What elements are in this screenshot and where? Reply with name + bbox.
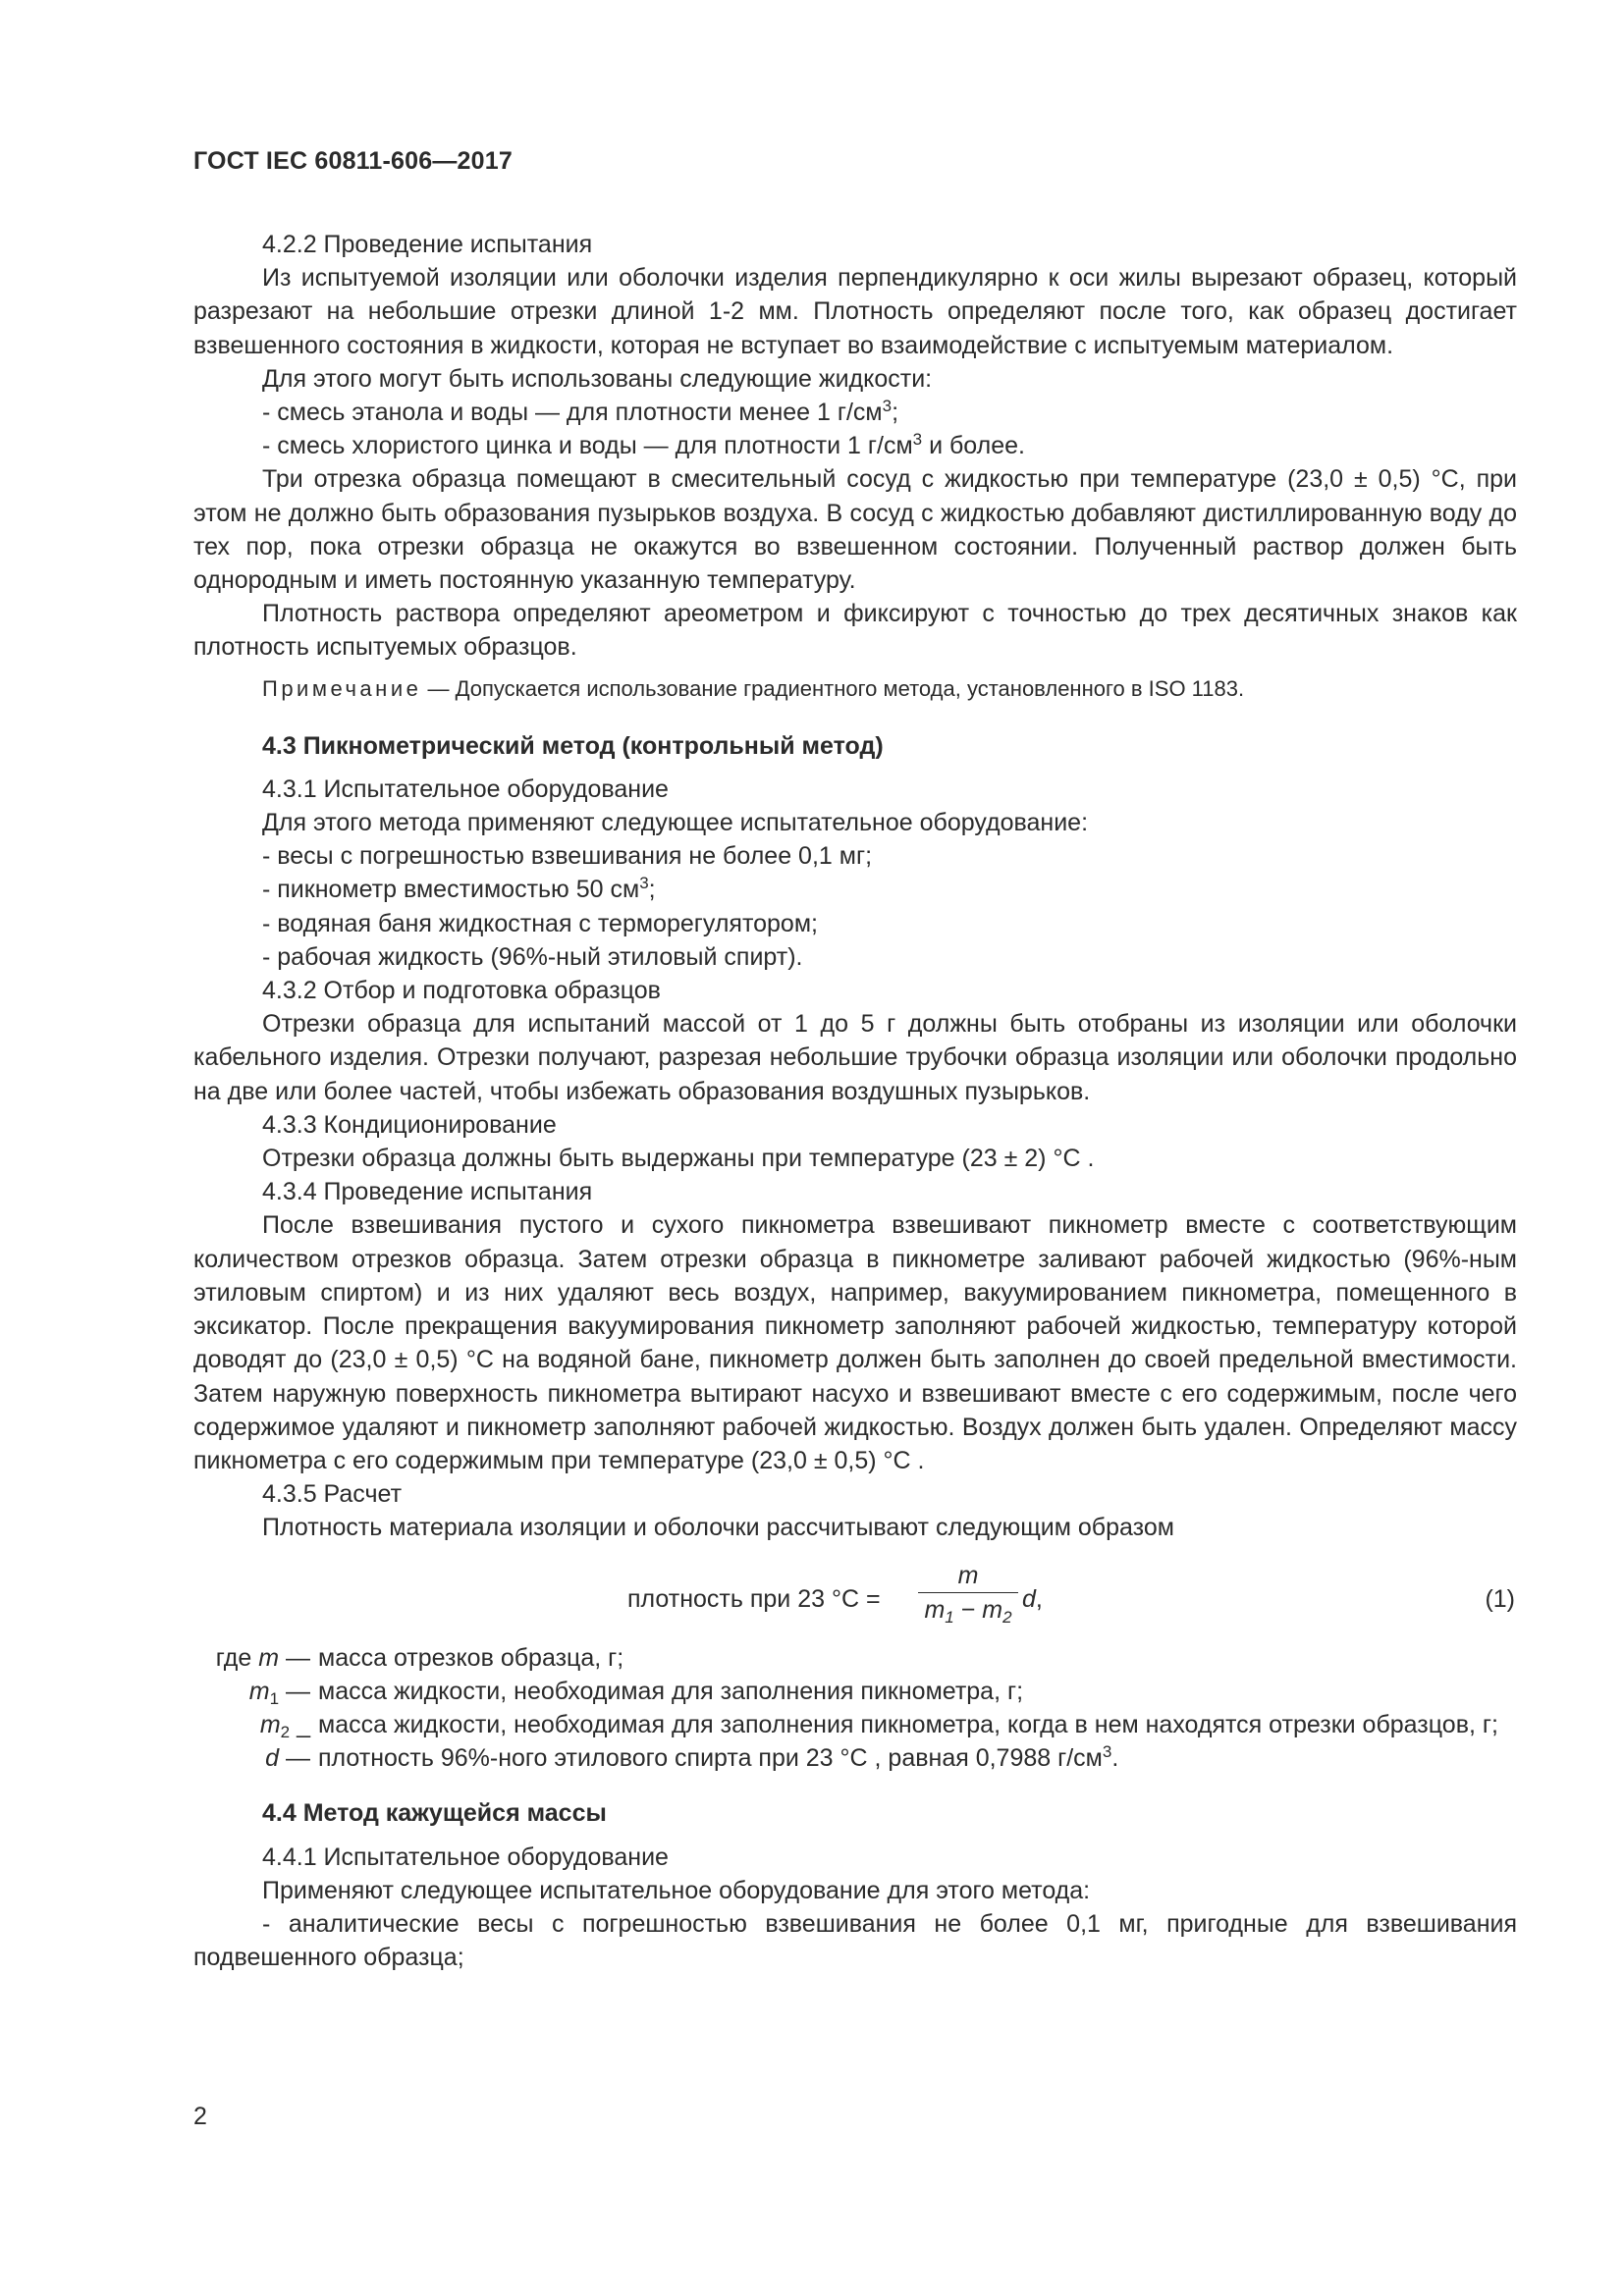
subscript: 2	[1002, 1607, 1012, 1627]
minus-sign: −	[953, 1595, 983, 1624]
section-4-3-title: 4.3 Пикнометрический метод (контрольный метод)	[262, 731, 884, 760]
legend-text: .	[1111, 1744, 1119, 1773]
list-item: - аналитические весы с погрешностью взвешивания не более 0,1 мг, пригодные для взвешивания подвешенного образца;	[193, 1909, 1517, 1972]
legend-row	[193, 1641, 1517, 1675]
paragraph: Плотность раствора определяют ареометром и фиксируют с точностью до трех десятичных знаков как плотность испытуемых образцов.	[193, 600, 1517, 662]
legend-dash: —	[279, 1744, 310, 1773]
superscript: 3	[912, 430, 923, 450]
document-body	[193, 228, 1517, 1974]
paragraph: Для этого могут быть использованы следующие жидкости:	[262, 364, 933, 393]
section-4-3-5-heading: 4.3.5 Расчет	[262, 1480, 403, 1509]
symbol-m: m	[258, 1643, 280, 1672]
symbol-m1: m	[248, 1677, 270, 1705]
formula-number: (1)	[1485, 1584, 1515, 1613]
legend-dash: —	[279, 1643, 310, 1672]
formula-d	[1022, 1582, 1043, 1616]
list-item: - рабочая жидкость (96%-ный этиловый спирт).	[262, 942, 803, 971]
note-text: — Допускается использование градиентного метода, установленного в ISO 1183.	[421, 675, 1245, 701]
formula-legend	[193, 1641, 1517, 1776]
formula-left-side: плотность при 23 °С =	[627, 1584, 881, 1613]
legend-symbol	[193, 1641, 310, 1675]
legend-text: масса жидкости, необходимая для заполнения пикнометра, когда в нем находятся отрезки образцов, г;	[318, 1710, 1498, 1738]
paragraph: Из испытуемой изоляции или оболочки изделия перпендикулярно к оси жилы вырезают образец, который разрезают на небольшие отрезки длиной 1-2 мм. Плотность определяют после того, как образец достигает взвешенного состояния в жидкости, которая не вступает во взаимодействие с испытуемым материалом.	[193, 264, 1517, 359]
list-item: - водяная баня жидкостная с терморегулятором;	[262, 909, 818, 937]
legend-text: масса жидкости, необходимая для заполнения пикнометра, г;	[318, 1677, 1024, 1705]
note	[193, 674, 1517, 704]
paragraph: Отрезки образца для испытаний массой от 1 до 5 г должны быть отобраны из изоляции или оболочки кабельного изделия. Отрезки получают, разрезая небольшие трубочки образца изоляции или оболочки продольно на две или более частей, чтобы избежать образования воздушных пузырьков.	[193, 1010, 1517, 1105]
fraction-bar	[918, 1592, 1018, 1593]
list-item	[193, 396, 1517, 429]
superscript: 3	[1102, 1742, 1112, 1762]
symbol-d: d	[1022, 1584, 1036, 1613]
legend-text: масса отрезков образца, г;	[318, 1643, 624, 1672]
section-4-4-1-heading: 4.4.1 Испытательное оборудование	[262, 1842, 669, 1871]
section-4-3-3-heading: 4.3.3 Кондиционирование	[262, 1110, 557, 1139]
subscript: 1	[269, 1688, 280, 1708]
formula-fraction	[918, 1561, 1018, 1625]
legend-symbol	[193, 1708, 310, 1741]
subscript: 2	[280, 1722, 291, 1741]
list-item-text: ;	[892, 399, 899, 427]
legend-dash: —	[279, 1677, 310, 1705]
list-item: - весы с погрешностью взвешивания не более 0,1 мг;	[262, 842, 873, 871]
document-header: ГОСТ IEC 60811-606—2017	[193, 147, 513, 175]
superscript: 3	[882, 397, 893, 416]
note-label: Примечание	[262, 675, 422, 701]
legend-row	[193, 1675, 1517, 1708]
denominator-m1: m	[924, 1595, 946, 1624]
list-item-text: и более.	[922, 432, 1025, 460]
list-item-text: - пикнометр вместимостью 50 см	[262, 876, 640, 904]
section-4-3-1-heading: 4.3.1 Испытательное оборудование	[262, 774, 669, 803]
page-number: 2	[193, 2103, 207, 2130]
list-item-text: - смесь хлористого цинка и воды — для плотности 1 г/см	[262, 432, 913, 460]
symbol-d: d	[265, 1744, 280, 1773]
superscript: 3	[639, 874, 649, 893]
formula-numerator: m	[957, 1561, 979, 1589]
formula-denominator	[918, 1595, 1018, 1625]
legend-row	[193, 1741, 1517, 1775]
section-4-3-4-heading: 4.3.4 Проведение испытания	[262, 1178, 593, 1206]
denominator-m2: m	[982, 1595, 1003, 1624]
legend-text: плотность 96%-ного этилового спирта при 23 °С , равная 0,7988 г/см	[318, 1744, 1103, 1773]
paragraph: Применяют следующее испытательное оборудование для этого метода:	[262, 1876, 1091, 1904]
section-4-4-title: 4.4 Метод кажущейся массы	[262, 1799, 607, 1828]
formula-comma: ,	[1035, 1584, 1043, 1613]
legend-symbol	[193, 1741, 310, 1775]
legend-dash: _	[290, 1710, 310, 1738]
legend-row	[193, 1708, 1517, 1741]
list-item	[193, 429, 1517, 462]
density-formula	[193, 1561, 1517, 1631]
legend-where: где	[215, 1643, 259, 1672]
paragraph: Для этого метода применяют следующее испытательное оборудование:	[262, 809, 1089, 837]
paragraph: Три отрезка образца помещают в смесительный сосуд с жидкостью при температуре (23,0 ± 0,5) °С, при этом не должно быть образования пузырьков воздуха. В сосуд с жидкостью добавляют дистиллированную воду до тех пор, пока отрезки образца не окажутся во взвешенном состоянии. Полученный раствор должен быть однородным и иметь постоянную указанную температуру.	[193, 465, 1517, 595]
list-item-text: - смесь этанола и воды — для плотности менее 1 г/см	[262, 399, 883, 427]
paragraph: После взвешивания пустого и сухого пикнометра взвешивают пикнометр вместе с соответствующим количеством отрезков образца. Затем отрезки образца в пикнометре заливают рабочей жидкостью (96%-ным этиловым спиртом) и из них удаляют весь воздух, например, вакуумированием пикнометра, помещенного в эксикатор. После прекращения вакуумирования пикнометр заполняют рабочей жидкостью, температуру которой доводят до (23,0 ± 0,5) °С на водяной бане, пикнометр должен быть заполнен до своей предельной вместимости. Затем наружную поверхность пикнометра вытирают насухо и взвешивают вместе с его содержимым, после чего содержимое удаляют и пикнометр заполняют рабочей жидкостью. Воздух должен быть удален. Определяют массу пикнометра с его содержимым при температуре (23,0 ± 0,5) °С .	[193, 1211, 1517, 1474]
paragraph: Отрезки образца должны быть выдержаны при температуре (23 ± 2) °С .	[262, 1145, 1095, 1173]
list-item	[193, 873, 1517, 906]
section-4-3-2-heading: 4.3.2 Отбор и подготовка образцов	[262, 977, 661, 1005]
section-4-2-2-heading: 4.2.2 Проведение испытания	[262, 231, 593, 258]
subscript: 1	[945, 1607, 954, 1627]
legend-symbol	[193, 1675, 310, 1708]
symbol-m2: m	[259, 1710, 281, 1738]
list-item-text: ;	[648, 876, 656, 904]
paragraph: Плотность материала изоляции и оболочки рассчитывают следующим образом	[262, 1514, 1174, 1542]
